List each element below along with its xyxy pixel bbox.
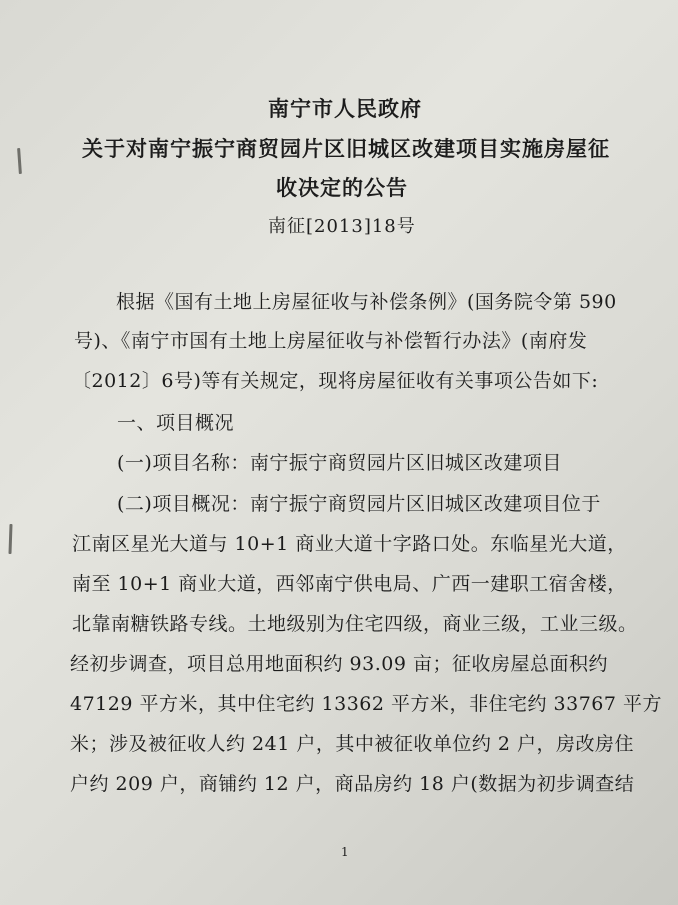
issuing-organization: 南宁市人民政府 <box>268 97 422 121</box>
body-line-2: 号)、《南宁市国有土地上房屋征收与补偿暂行办法》(南府发 <box>74 330 588 352</box>
body-line-9: 北靠南糖铁路专线。土地级别为住宅四级，商业三级，工业三级。 <box>72 613 638 635</box>
notice-title-line-1: 关于对南宁振宁商贸园片区旧城区改建项目实施房屋征 <box>82 137 610 161</box>
body-line-11: 47129 平方米，其中住宅约 13362 平方米，非住宅约 33767 平方 <box>70 693 663 715</box>
body-line-8: 南至 10+1 商业大道，西邻南宁供电局、广西一建职工宿舍楼， <box>72 573 627 595</box>
body-line-1: 根据《国有土地上房屋征收与补偿条例》(国务院令第 590 <box>116 291 617 313</box>
notice-title-line-2: 收决定的公告 <box>276 176 408 200</box>
staple-mark-top <box>17 148 22 174</box>
document-number: 南征[2013]18号 <box>268 216 416 237</box>
body-line-6: (二)项目概况：南宁振宁商贸园片区旧城区改建项目位于 <box>117 493 601 515</box>
body-line-3: 〔2012〕6号)等有关规定，现将房屋征收有关事项公告如下: <box>72 370 599 392</box>
body-line-10: 经初步调查，项目总用地面积约 93.09 亩；征收房屋总面积约 <box>70 653 608 675</box>
section-heading: 一、项目概况 <box>117 412 235 434</box>
body-line-12: 米；涉及被征收人约 241 户，其中被征收单位约 2 户，房改房住 <box>70 733 635 755</box>
page-number: 1 <box>341 845 349 859</box>
staple-mark-middle <box>8 524 12 554</box>
body-line-7: 江南区星光大道与 10+1 商业大道十字路口处。东临星光大道， <box>72 533 627 555</box>
body-line-5: (一)项目名称：南宁振宁商贸园片区旧城区改建项目 <box>117 452 562 474</box>
body-line-13: 户约 209 户，商铺约 12 户，商品房约 18 户(数据为初步调查结 <box>70 773 635 795</box>
